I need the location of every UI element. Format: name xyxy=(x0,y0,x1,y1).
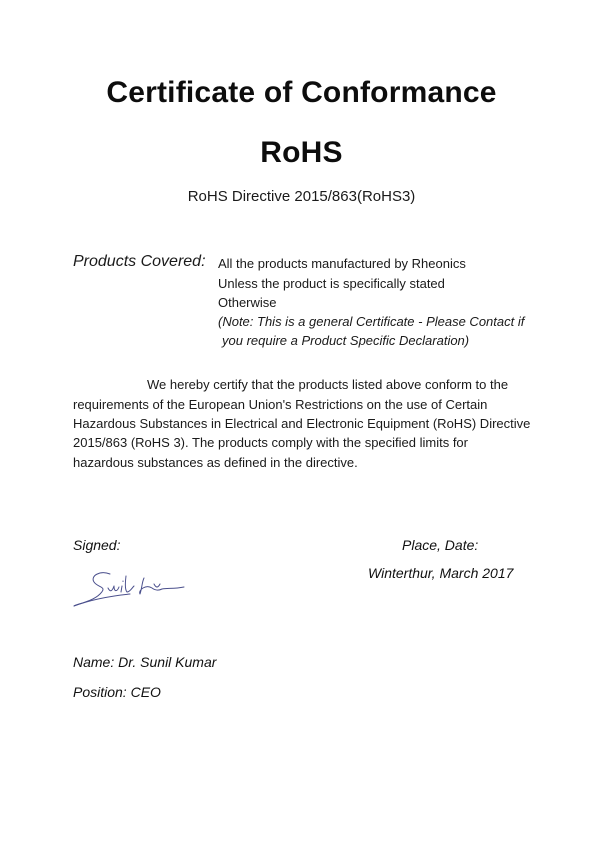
signed-label: Signed: xyxy=(73,537,121,553)
products-note-line: you require a Product Specific Declaration) xyxy=(222,333,470,348)
products-line: Otherwise xyxy=(218,295,277,310)
products-line: All the products manufactured by Rheonics xyxy=(218,256,466,271)
signer-position: Position: CEO xyxy=(73,684,161,700)
signer-name: Name: Dr. Sunil Kumar xyxy=(73,654,217,670)
place-date-label: Place, Date: xyxy=(402,537,479,553)
products-line: Unless the product is specifically stated xyxy=(218,276,445,291)
certificate-title: Certificate of Conformance xyxy=(106,76,497,109)
handwritten-signature xyxy=(70,566,195,610)
certification-paragraph-line: We hereby certify that the products listed above conform to the xyxy=(147,377,509,392)
certification-paragraph-line: requirements of the European Union's Restrictions on the use of Certain xyxy=(73,397,488,412)
certification-paragraph-line: hazardous substances as defined in the directive. xyxy=(73,455,358,470)
directive-reference: RoHS Directive 2015/863(RoHS3) xyxy=(187,188,416,205)
products-note-line: (Note: This is a general Certificate - Please Contact if xyxy=(218,314,525,329)
certificate-subtitle: RoHS xyxy=(260,136,343,169)
certification-paragraph-line: Hazardous Substances in Electrical and Electronic Equipment (RoHS) Directive xyxy=(73,416,531,431)
certification-paragraph-line: 2015/863 (RoHS 3). The products comply with the specified limits for xyxy=(73,435,468,450)
products-covered-label: Products Covered: xyxy=(73,253,206,270)
place-date-value: Winterthur, March 2017 xyxy=(368,565,514,581)
